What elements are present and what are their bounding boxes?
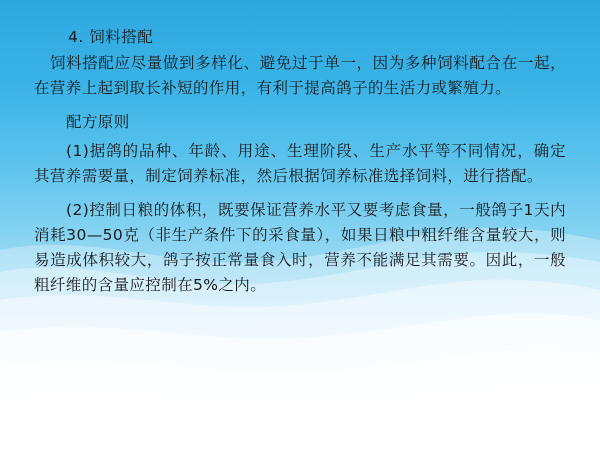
paragraph-spacer-2 (34, 189, 566, 198)
paragraph-principle-title: 配方原则 (66, 113, 130, 132)
section-heading: 4. 饲料搭配 (68, 28, 154, 46)
paragraph-spacer (34, 101, 566, 110)
paragraph-item-2: (2)控制日粮的体积，既要保证营养水平又要考虑食量，一般鸽子1天内消耗30—50克（非生产条件下的采食量），如果日粮中粗纤维含量较大，则易造成体积较大，鸽子按正常量食入时，营养不能满足其需要。因此，一般粗纤维的含量应控制在5%之内。 (34, 200, 566, 295)
paragraph-intro: 饲料搭配应尽量做到多样化、避免过于单一，因为多种饲料配合在一起，在营养上起到取长补短的作用，有利于提高鸽子的生活力或繁殖力。 (34, 54, 566, 98)
paragraph-item-1: (1)据鸽的品种、年龄、用途、生理阶段、生产水平等不同情况，确定其营养需要量，制定饲养标准，然后根据饲养标准选择饲料，进行搭配。 (34, 141, 566, 185)
